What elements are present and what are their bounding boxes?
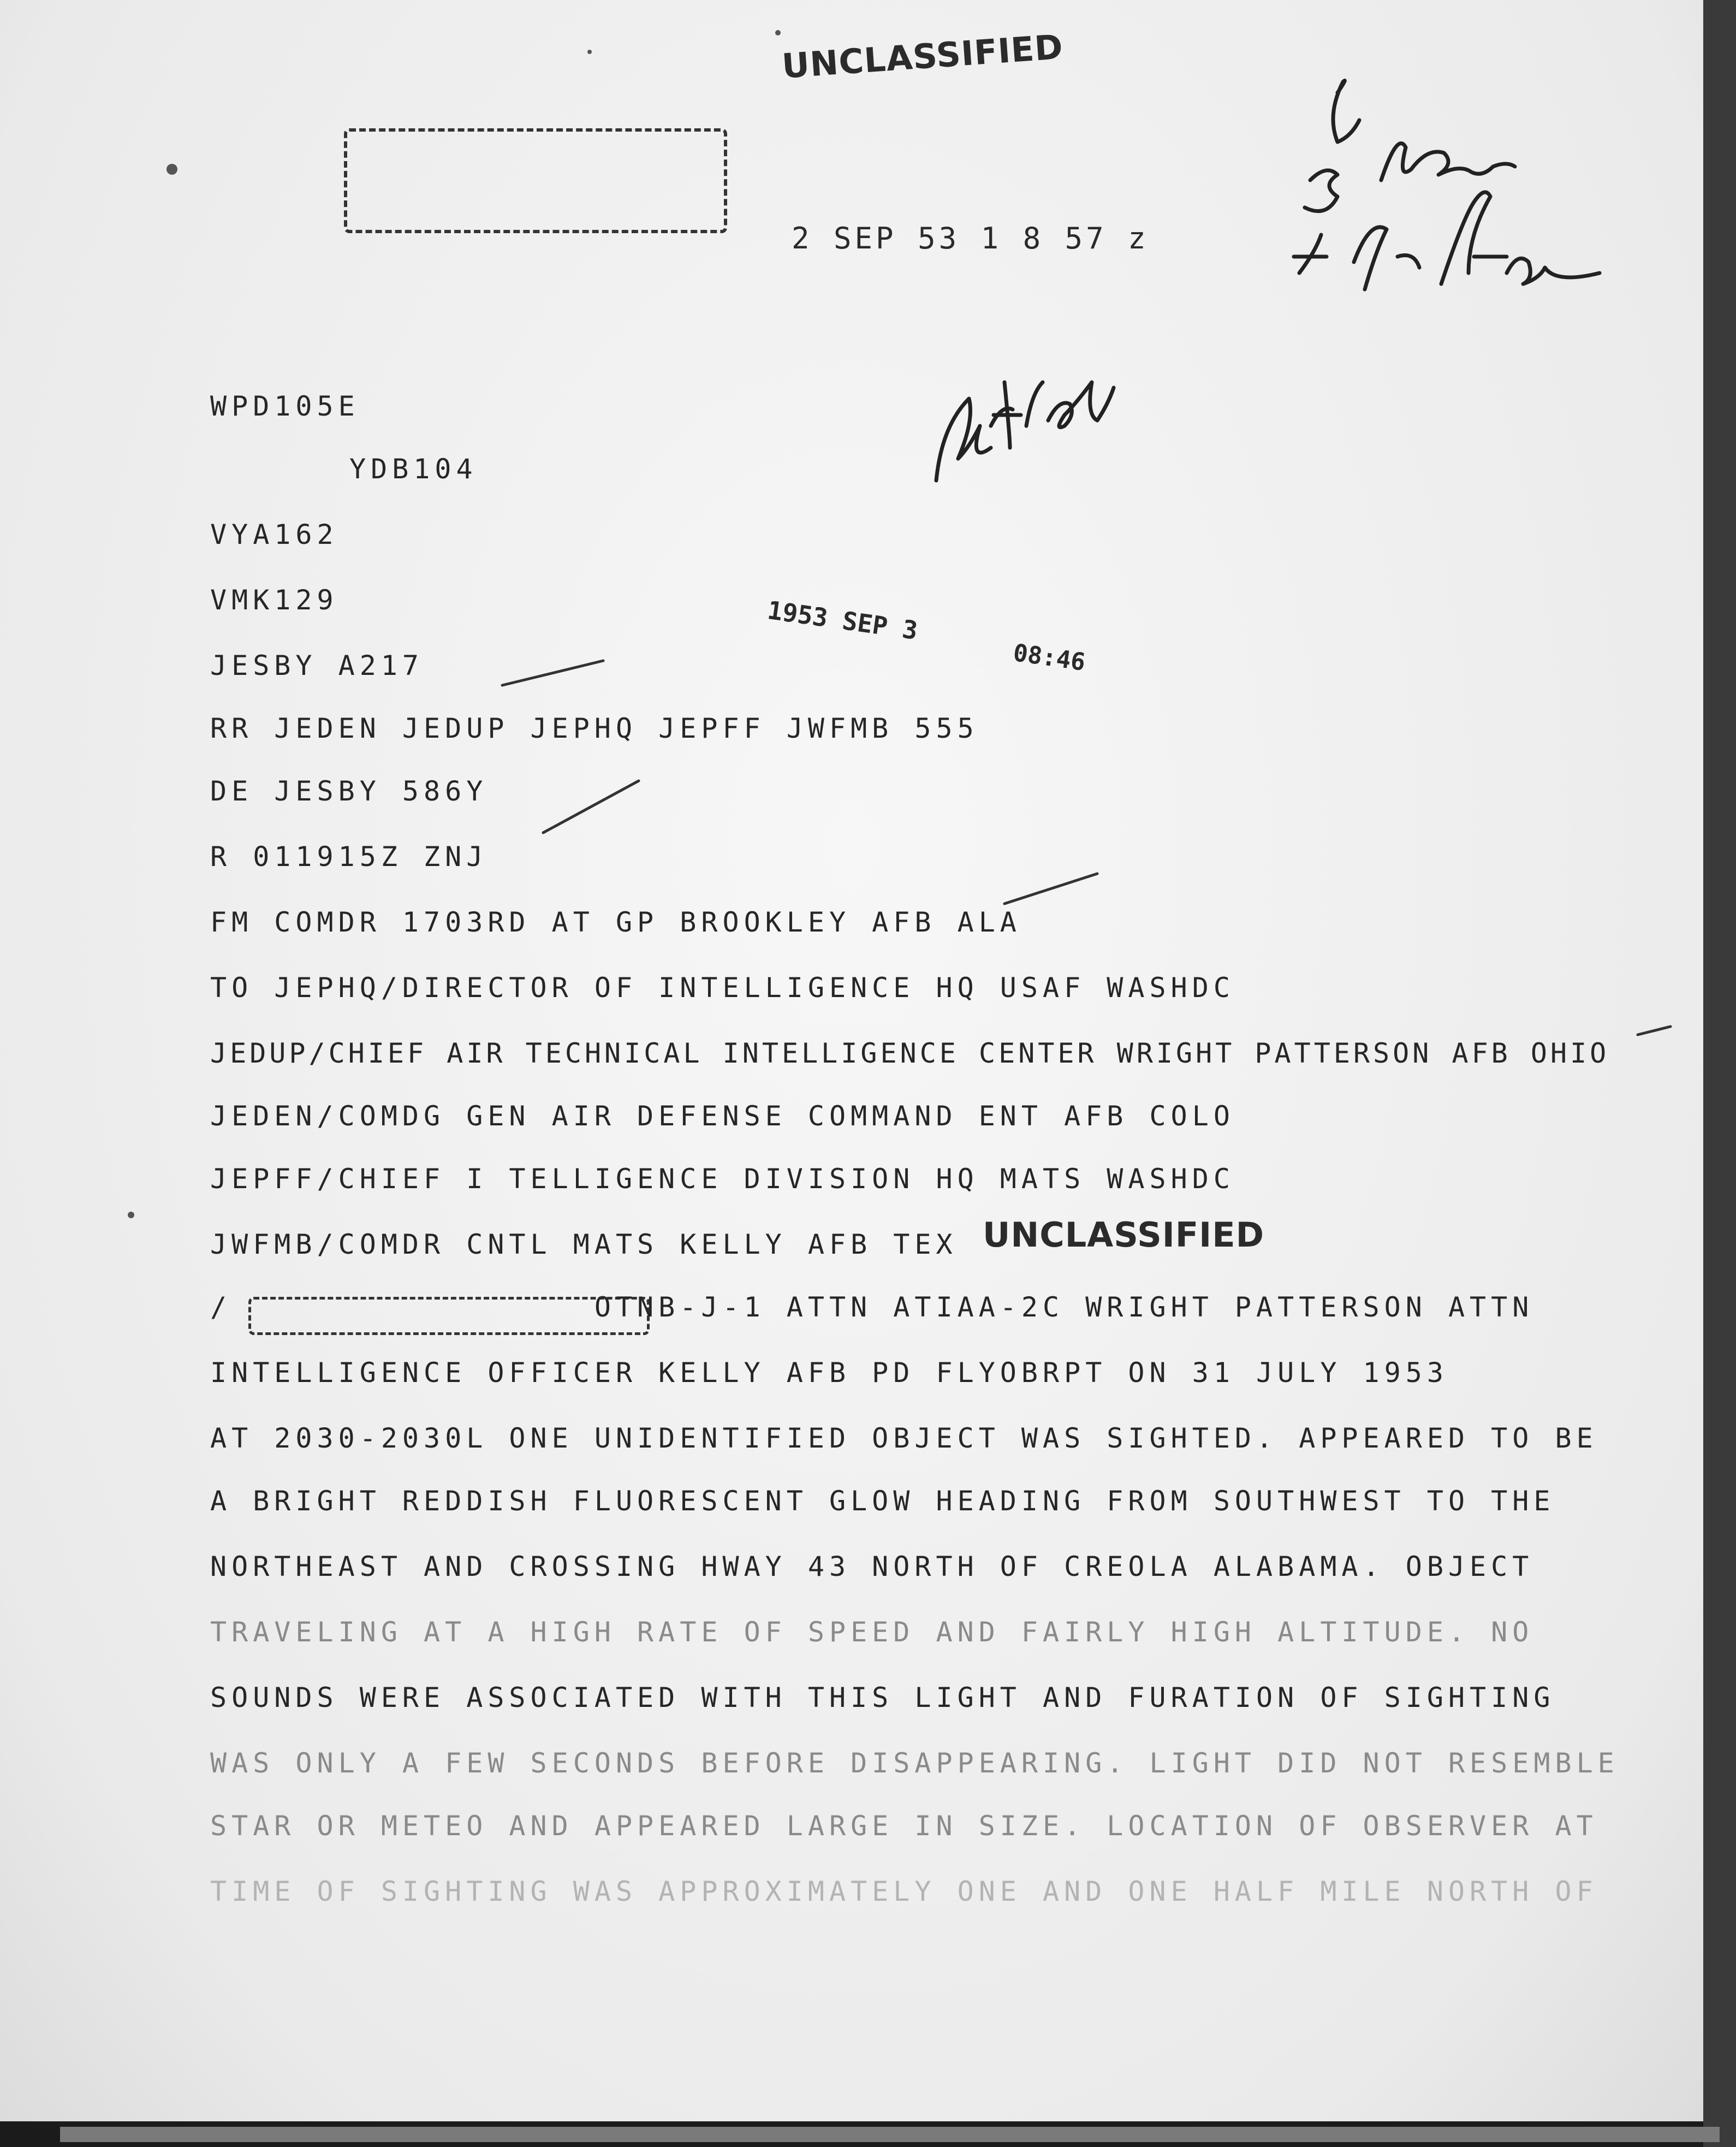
classification-stamp-middle: UNCLASSIFIED [983, 1215, 1265, 1255]
received-date-stamp: 2 SEP 53 1 8 57 z [792, 221, 1149, 256]
routing-line: R 011915Z ZNJ [210, 841, 488, 873]
addressee-line: JEDUP/CHIEF AIR TECHNICAL INTELLIGENCE CENTER WRIGHT PATTERSON AFB OHIO [210, 1037, 1610, 1069]
addressee-line: JEPFF/CHIEF I TELLIGENCE DIVISION HQ MATS WASHDC [210, 1163, 1235, 1195]
body-line: TIME OF SIGHTING WAS APPROXIMATELY ONE AND ONE HALF MILE NORTH OF [210, 1876, 1598, 1907]
from-line: FM COMDR 1703RD AT GP BROOKLEY AFB ALA [210, 906, 1021, 938]
routing-line: VYA162 [210, 519, 338, 550]
body-line: WAS ONLY A FEW SECONDS BEFORE DISAPPEARING. LIGHT DID NOT RESEMBLE [210, 1747, 1619, 1779]
body-line: STAR OR METEO AND APPEARED LARGE IN SIZE. LOCATION OF OBSERVER AT [210, 1810, 1598, 1842]
addressee-line: JEDEN/COMDG GEN AIR DEFENSE COMMAND ENT AFB COLO [210, 1100, 1235, 1132]
body-line: / OTNB-J-1 ATTN ATIAA-2C WRIGHT PATTERSON ATTN [210, 1291, 1534, 1323]
body-line: TRAVELING AT A HIGH RATE OF SPEED AND FAIRLY HIGH ALTITUDE. NO [210, 1616, 1534, 1648]
year-month-stamp: 1953 SEP 3 [765, 595, 920, 646]
addressee-line: JWFMB/COMDR CNTL MATS KELLY AFB TEX [210, 1229, 958, 1260]
body-line: AT 2030-2030L ONE UNIDENTIFIED OBJECT WAS SIGHTED. APPEARED TO BE [210, 1422, 1598, 1454]
routing-line: VMK129 [210, 584, 338, 616]
routing-line: YDB104 [349, 453, 478, 485]
film-bottom-edge [60, 2127, 1720, 2142]
routing-line: JESBY A217 [210, 650, 424, 681]
film-edge [1703, 0, 1736, 2147]
routing-line: WPD105E [210, 390, 360, 422]
body-line: A BRIGHT REDDISH FLUORESCENT GLOW HEADING FROM SOUTHWEST TO THE [210, 1485, 1555, 1517]
to-line: TO JEPHQ/DIRECTOR OF INTELLIGENCE HQ USAF WASHDC [210, 972, 1235, 1004]
body-line: NORTHEAST AND CROSSING HWAY 43 NORTH OF CREOLA ALABAMA. OBJECT [210, 1551, 1534, 1582]
body-line: INTELLIGENCE OFFICER KELLY AFB PD FLYOBRPT ON 31 JULY 1953 [210, 1357, 1448, 1389]
routing-line: DE JESBY 586Y [210, 775, 488, 807]
time-stamp: 08:46 [1011, 639, 1087, 677]
routing-line: RR JEDEN JEDUP JEPHQ JEPFF JWFMB 555 [210, 713, 979, 744]
body-line: SOUNDS WERE ASSOCIATED WITH THIS LIGHT AND FURATION OF SIGHTING [210, 1682, 1555, 1713]
classification-stamp-top: UNCLASSIFIED [781, 27, 1065, 86]
